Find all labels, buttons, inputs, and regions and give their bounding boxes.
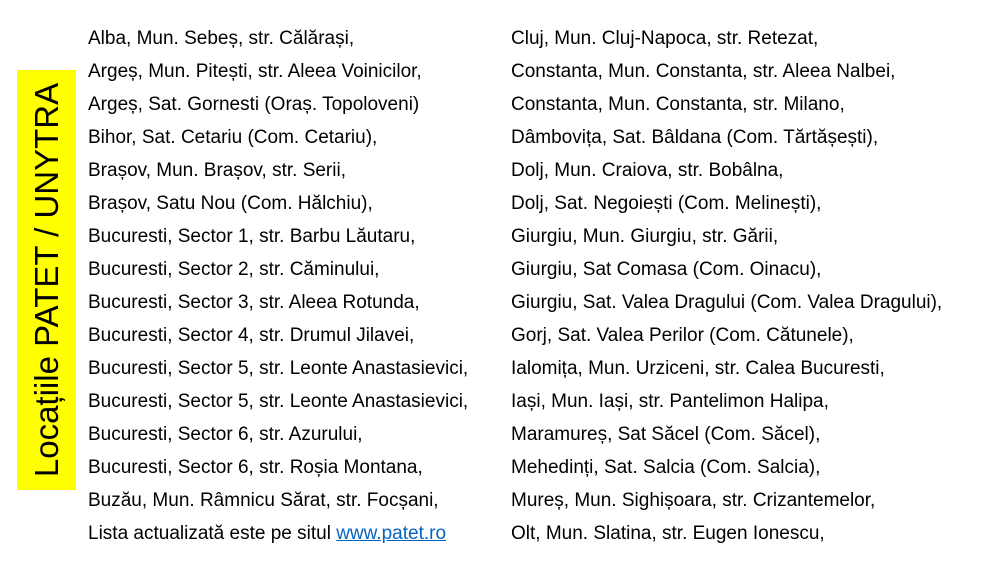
location-line: Argeș, Mun. Pitești, str. Aleea Voinicilor, (88, 61, 422, 82)
location-line: Bucuresti, Sector 4, str. Drumul Jilavei, (88, 325, 415, 346)
banner-title: Locațiile PATET / UNYTRA (27, 82, 65, 478)
location-line: Brașov, Satu Nou (Com. Hălchiu), (88, 193, 373, 214)
location-line: Bucuresti, Sector 5, str. Leonte Anastasievici, (88, 391, 469, 412)
footer-note-line (88, 517, 508, 550)
location-line: Bihor, Sat. Cetariu (Com. Cetariu), (88, 127, 378, 148)
location-line: Bucuresti, Sector 5, str. Leonte Anastasievici, (88, 358, 469, 379)
vertical-banner (17, 70, 76, 490)
locations-column-right (511, 22, 991, 550)
location-line: Iași, Mun. Iași, str. Pantelimon Halipa, (511, 391, 829, 412)
location-line: Giurgiu, Mun. Giurgiu, str. Gării, (511, 226, 779, 247)
location-line: Bucuresti, Sector 2, str. Căminului, (88, 259, 380, 280)
locations-column-left (88, 22, 508, 550)
location-line: Giurgiu, Sat. Valea Dragului (Com. Valea Dragului), (511, 292, 943, 313)
location-line: Argeș, Sat. Gornesti (Oraș. Topoloveni) (88, 94, 420, 115)
location-line: Mehedinți, Sat. Salcia (Com. Salcia), (511, 457, 821, 478)
location-line: Bucuresti, Sector 6, str. Azurului, (88, 424, 363, 445)
patet-website-link[interactable]: www.patet.ro (336, 523, 447, 544)
location-line: Constanta, Mun. Constanta, str. Aleea Nalbei, (511, 61, 896, 82)
location-line: Ialomița, Mun. Urziceni, str. Calea Bucuresti, (511, 358, 885, 379)
location-line: Constanta, Mun. Constanta, str. Milano, (511, 94, 845, 115)
location-line: Bucuresti, Sector 1, str. Barbu Lăutaru, (88, 226, 416, 247)
location-line: Gorj, Sat. Valea Perilor (Com. Cătunele), (511, 325, 854, 346)
location-line: Bucuresti, Sector 6, str. Roșia Montana, (88, 457, 423, 478)
location-line: Olt, Mun. Slatina, str. Eugen Ionescu, (511, 523, 825, 544)
location-line: Bucuresti, Sector 3, str. Aleea Rotunda, (88, 292, 420, 313)
location-line: Cluj, Mun. Cluj-Napoca, str. Retezat, (511, 28, 819, 49)
location-line: Brașov, Mun. Brașov, str. Serii, (88, 160, 346, 181)
location-line: Buzău, Mun. Râmnicu Sărat, str. Focșani, (88, 490, 439, 511)
location-line: Alba, Mun. Sebeș, str. Călărași, (88, 28, 355, 49)
location-line: Dâmbovița, Sat. Bâldana (Com. Tărtășești), (511, 127, 879, 148)
footer-note-text: Lista actualizată este pe situl (88, 523, 337, 544)
location-line: Dolj, Mun. Craiova, str. Bobâlna, (511, 160, 784, 181)
location-line: Dolj, Sat. Negoiești (Com. Melinești), (511, 193, 822, 214)
location-line: Mureș, Mun. Sighișoara, str. Crizantemelor, (511, 490, 876, 511)
location-line: Maramureș, Sat Săcel (Com. Săcel), (511, 424, 821, 445)
location-line: Giurgiu, Sat Comasa (Com. Oinacu), (511, 259, 822, 280)
